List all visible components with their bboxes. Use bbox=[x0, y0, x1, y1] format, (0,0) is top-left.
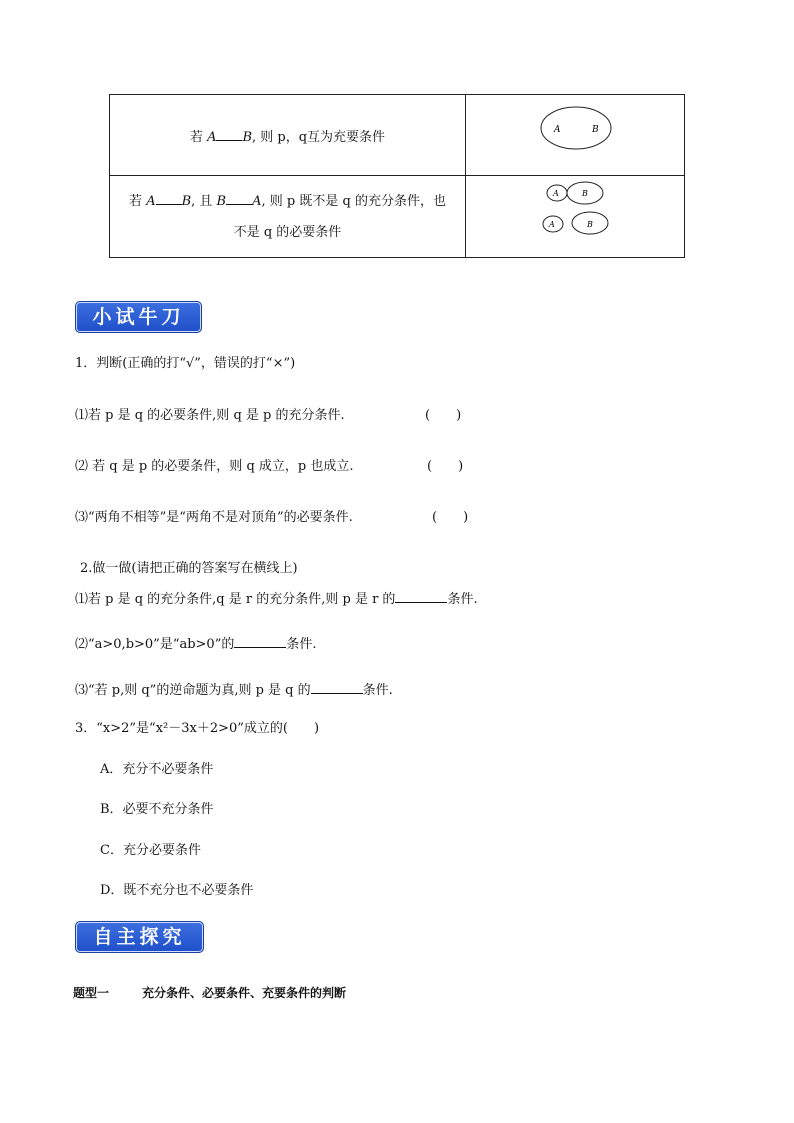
venn-label-a: A bbox=[549, 220, 555, 229]
table-row bbox=[110, 176, 685, 258]
section-banner-explore: 自主探究 bbox=[75, 921, 204, 953]
question-type-title: 充分条件、必要条件、充要条件的判断 bbox=[142, 986, 347, 1000]
condition-table bbox=[109, 94, 685, 258]
q2-item-2 bbox=[75, 633, 317, 652]
q2-item-post: 条件. bbox=[447, 592, 478, 607]
q3-option-d: D．既不充分也不必要条件 bbox=[100, 883, 254, 898]
q2-item-pre: ⑵“a>0,b>0”是“ab>0”的 bbox=[75, 637, 235, 652]
q1-item-text: ⑵ 若 q 是 p 的必要条件，则 q 成立，p 也成立. bbox=[75, 459, 354, 474]
q3-option-b: B．必要不充分条件 bbox=[100, 802, 214, 817]
q2-item-pre: ⑶“若 p,则 q”的逆命题为真,则 p 是 q 的 bbox=[75, 683, 311, 698]
blank-line bbox=[156, 192, 182, 205]
venn-label-b: B bbox=[582, 189, 588, 198]
venn-label-b: B bbox=[587, 220, 593, 229]
question-type-label: 题型一 bbox=[73, 986, 110, 1000]
row1-a: A bbox=[207, 129, 217, 145]
q2-item-1 bbox=[75, 588, 478, 607]
q1-item-2 bbox=[75, 455, 353, 474]
row2-line2: 不是 q 的必要条件 bbox=[233, 224, 342, 240]
row2-post: , 则 p 既不是 q 的充分条件，也 bbox=[261, 193, 446, 209]
row2-mid: , 且 bbox=[191, 193, 217, 209]
venn-equal-diagram bbox=[466, 95, 686, 171]
blank-line bbox=[395, 590, 447, 603]
answer-paren: ( ) bbox=[425, 408, 462, 423]
row2-b1: B bbox=[181, 193, 192, 209]
blank-line bbox=[311, 681, 363, 694]
q1-item-text: ⑶“两角不相等”是“两角不是对顶角”的必要条件. bbox=[75, 510, 353, 525]
q3-title: 3．“x>2”是“x²－3x＋2>0”成立的( ) bbox=[75, 721, 320, 736]
table-cell-text bbox=[110, 95, 466, 176]
row2-b2: B bbox=[216, 193, 227, 209]
q2-title: 2.做一做(请把正确的答案写在横线上) bbox=[80, 561, 298, 576]
blank-line bbox=[234, 635, 286, 648]
q2-item-post: 条件. bbox=[286, 637, 317, 652]
q1-item-text: ⑴若 p 是 q 的必要条件,则 q 是 p 的充分条件. bbox=[75, 408, 345, 423]
q2-item-3 bbox=[75, 679, 393, 698]
venn-label-a: A bbox=[554, 125, 561, 135]
row2-pre: 若 bbox=[129, 193, 147, 209]
row2-a2: A bbox=[252, 193, 262, 209]
venn-label-a: A bbox=[553, 189, 559, 198]
row1-pre: 若 bbox=[189, 129, 208, 145]
answer-paren: ( ) bbox=[432, 510, 469, 525]
venn-ellipse bbox=[541, 107, 611, 149]
blank-line bbox=[226, 192, 252, 205]
answer-paren: ( ) bbox=[427, 459, 464, 474]
q3-option-a: A．充分不必要条件 bbox=[100, 762, 214, 777]
row1-post: , 则 p，q互为充要条件 bbox=[252, 129, 386, 145]
q1-title: 1．判断(正确的打“√”，错误的打“×”) bbox=[75, 356, 296, 371]
venn-subset-diagrams bbox=[466, 176, 686, 253]
q1-item-1 bbox=[75, 404, 345, 423]
table-row bbox=[110, 95, 685, 176]
table-cell-diagram bbox=[466, 176, 685, 258]
blank-line bbox=[216, 128, 242, 141]
table-cell-text bbox=[110, 176, 466, 258]
q1-item-3 bbox=[75, 506, 353, 525]
q2-item-pre: ⑴若 p 是 q 的充分条件,q 是 r 的充分条件,则 p 是 r 的 bbox=[75, 592, 396, 607]
row1-b: B bbox=[242, 129, 253, 145]
section-banner-practice: 小试牛刀 bbox=[75, 301, 202, 333]
venn-label-b: B bbox=[592, 125, 599, 135]
q2-item-post: 条件. bbox=[362, 683, 393, 698]
q3-option-c: C．充分必要条件 bbox=[100, 843, 201, 858]
row2-a1: A bbox=[146, 193, 156, 209]
table-cell-diagram bbox=[466, 95, 685, 176]
